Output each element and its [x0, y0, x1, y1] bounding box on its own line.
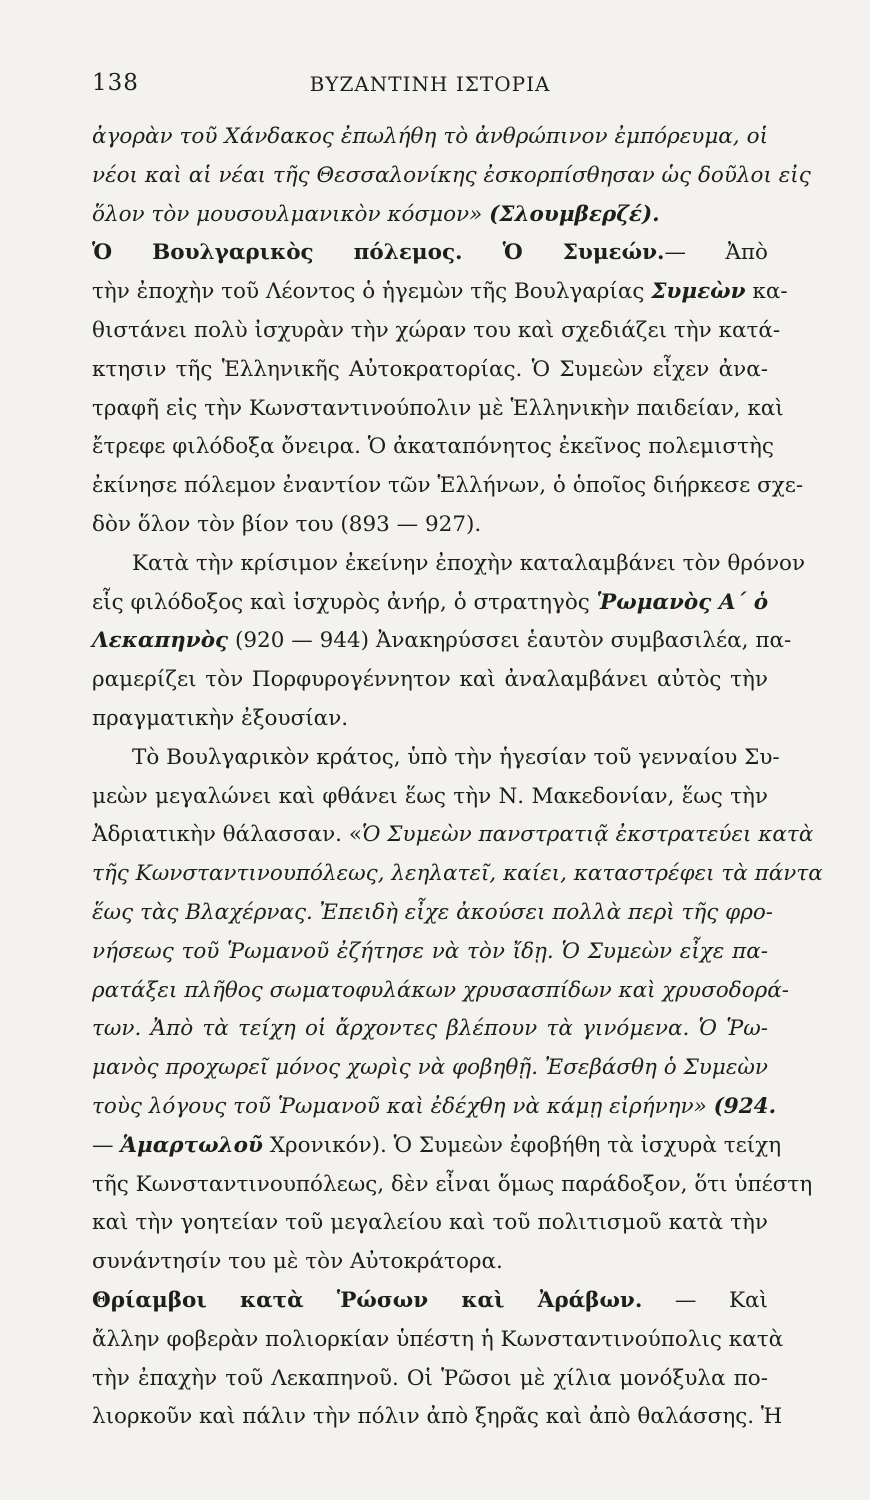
text-segment: Χρονικόν). Ὁ Συμεὼν ἐφοβήθη τὰ ἰσχυρὰ τείχη [262, 1132, 782, 1158]
text-line [92, 1360, 768, 1399]
text-line [92, 894, 774, 933]
text-segment: ραμερίζει τὸν Πορφυρογέννητον καὶ ἀναλαμβάνει αὐτὸς τὴν [92, 667, 768, 693]
text-segment: κα- [745, 279, 788, 305]
text-line [92, 816, 814, 855]
text-segment: (Σλουμβερζέ). [489, 201, 660, 227]
text-line [92, 196, 768, 235]
text-line [92, 1204, 768, 1243]
text-segment: πραγματικὴν ἐξουσίαν. [92, 705, 349, 731]
text-segment: Ῥωμανὸς Α΄ ὁ [596, 589, 769, 615]
text-segment: ἔτρεφε φιλόδοξα ὄνειρα. Ὁ ἀκαταπόνητος ἐκεῖνος πολεμιστὴς [92, 434, 774, 460]
text-line [92, 428, 774, 467]
text-line [92, 700, 768, 739]
text-line [92, 661, 768, 700]
text-segment: Ὁ Συμεὼν πανστρατιᾷ ἐκστρατεύει κατὰ [361, 822, 814, 848]
text-line [92, 1166, 813, 1205]
text-segment: ἐκίνησε πόλεμον ἐναντίον τῶν Ἑλλήνων, ὁ ὁποῖος διήρκεσε σχε- [92, 473, 804, 499]
text-segment: (920 — 944) Ἀνακηρύσσει ἑαυτὸν συμβασιλέα, πα- [228, 628, 792, 654]
text-line [92, 739, 780, 778]
text-segment: Ἀδριατικὴν θάλασσαν. « [92, 822, 362, 848]
page-header [92, 70, 768, 104]
text-segment: Τὸ Βουλγαρικὸν κράτος, ὑπὸ τὴν ἡγεσίαν τοῦ γενναίου Συ- [132, 744, 780, 770]
text-segment: λιορκοῦν καὶ πάλιν τὴν πόλιν ἀπὸ ξηρᾶς καὶ ἀπὸ θαλάσσης. Ἡ [92, 1404, 783, 1430]
text-line [92, 312, 781, 351]
text-segment: θιστάνει πολὺ ἰσχυρὰν τὴν χώραν του καὶ σχεδιάζει τὴν κατά- [92, 317, 781, 343]
text-segment: Λεκαπηνὸς [92, 628, 229, 654]
text-line [92, 1321, 784, 1360]
text-segment: — Ἀπὸ [664, 240, 769, 266]
text-segment: — [92, 1132, 121, 1158]
text-line [92, 1243, 768, 1282]
text-segment: ἕως τὰς Βλαχέρνας. Ἐπειδὴ εἶχε ἀκούσει πολλὰ περὶ τῆς φρο- [92, 899, 774, 925]
text-segment: ὅλον τὸν μουσουλμανικὸν κόσμον» [92, 201, 490, 227]
body-text [92, 118, 823, 1437]
text-line [92, 545, 806, 584]
text-line [92, 390, 784, 429]
text-line [92, 273, 788, 312]
text-line [92, 1127, 782, 1166]
text-segment: συνάντησίν του μὲ τὸν Αὐτοκράτορα. [92, 1249, 503, 1275]
text-segment: ρατάξει πλῆθος σωματοφυλάκων χρυσασπίδων καὶ χρυσοδορά- [92, 977, 790, 1003]
text-segment: καὶ τὴν γοητείαν τοῦ μεγαλείου καὶ τοῦ πολιτισμοῦ κατὰ τὴν [92, 1210, 768, 1236]
text-segment: τὴν ἐποχὴν τοῦ Λέοντος ὁ ἡγεμὼν τῆς Βουλγαρίας [92, 279, 652, 305]
text-segment: — Καὶ [642, 1287, 768, 1313]
text-line [92, 855, 823, 894]
text-segment: Θρίαμβοι κατὰ Ῥώσων καὶ Ἀράβων. [92, 1287, 643, 1313]
text-line [92, 467, 804, 506]
text-segment: τὴν ἐπαχὴν τοῦ Λεκαπηνοῦ. Οἱ Ῥῶσοι μὲ χίλια μονόξυλα πο- [92, 1365, 768, 1391]
text-segment: μεὼν μεγαλώνει καὶ φθάνει ἕως τὴν Ν. Μακεδονίαν, ἕως τὴν [92, 783, 768, 809]
text-line [92, 584, 768, 623]
text-line [92, 351, 768, 390]
text-line [92, 1282, 768, 1321]
text-segment: Ἁμαρτωλοῦ [120, 1132, 263, 1158]
text-segment: τοὺς λόγους τοῦ Ῥωμανοῦ καὶ ἐδέχθη νὰ κάμῃ εἰρήνην» [92, 1093, 714, 1119]
text-segment: τῆς Κωνσταντινουπόλεως, δὲν εἶναι ὅμως παράδοξον, ὅτι ὑπέστη [92, 1171, 813, 1197]
text-segment: τραφῆ εἰς τὴν Κωνσταντινούπολιν μὲ Ἑλληνικὴν παιδείαν, καὶ [92, 395, 784, 421]
text-line [92, 933, 768, 972]
text-segment: νήσεως τοῦ Ῥωμανοῦ ἐζήτησε νὰ τὸν ἴδῃ. Ὁ Συμεὼν εἶχε πα- [92, 938, 768, 964]
text-line [92, 234, 768, 273]
running-title: ΒΥΖΑΝΤΙΝΗ ΙΣΤΟΡΙΑ [309, 72, 551, 96]
text-line [92, 157, 811, 196]
text-line [92, 1049, 768, 1088]
text-segment: τῆς Κωνσταντινουπόλεως, λεηλατεῖ, καίει, καταστρέφει τὰ πάντα [92, 861, 823, 887]
text-segment: ἄλλην φοβερὰν πολιορκίαν ὑπέστη ἡ Κωνσταντινούπολις κατὰ [92, 1326, 784, 1352]
text-segment: κτησιν τῆς Ἑλληνικῆς Αὐτοκρατορίας. Ὁ Συμεὼν εἶχεν ἀνα- [92, 356, 768, 382]
text-segment: Ὁ Βουλγαρικὸς πόλεμος. Ὁ Συμεών. [92, 240, 665, 266]
text-segment: των. Ἀπὸ τὰ τείχη οἱ ἄρχοντες βλέπουν τὰ γινόμενα. Ὁ Ῥω- [92, 1016, 768, 1042]
page-number: 138 [92, 70, 139, 96]
text-line [92, 972, 790, 1011]
text-segment: ἀγορὰν τοῦ Χάνδακος ἐπωλήθη τὸ ἀνθρώπινον ἐμπόρευμα, οἱ [92, 124, 768, 149]
text-segment: Συμεὼν [651, 279, 746, 305]
text-line [92, 118, 768, 157]
text-segment: Κατὰ τὴν κρίσιμον ἐκείνην ἐποχὴν καταλαμβάνει τὸν θρόνον [132, 550, 806, 576]
text-line [92, 1088, 777, 1127]
text-segment: νέοι καὶ αἱ νέαι τῆς Θεσσαλονίκης ἐσκορπίσθησαν ὡς δοῦλοι εἰς [92, 162, 811, 188]
text-segment: δὸν ὅλον τὸν βίον του (893 — 927). [92, 511, 482, 537]
text-line [92, 506, 768, 545]
text-line [92, 1010, 768, 1049]
text-segment: εἷς φιλόδοξος καὶ ἰσχυρὸς ἀνήρ, ὁ στρατηγὸς [92, 589, 597, 615]
text-segment: (924. [713, 1093, 777, 1119]
text-line [92, 1398, 783, 1437]
text-line [92, 778, 768, 817]
text-segment: μανὸς προχωρεῖ μόνος χωρὶς νὰ φοβηθῇ. Ἐσεβάσθη ὁ Συμεὼν [92, 1055, 768, 1081]
text-line [92, 622, 792, 661]
